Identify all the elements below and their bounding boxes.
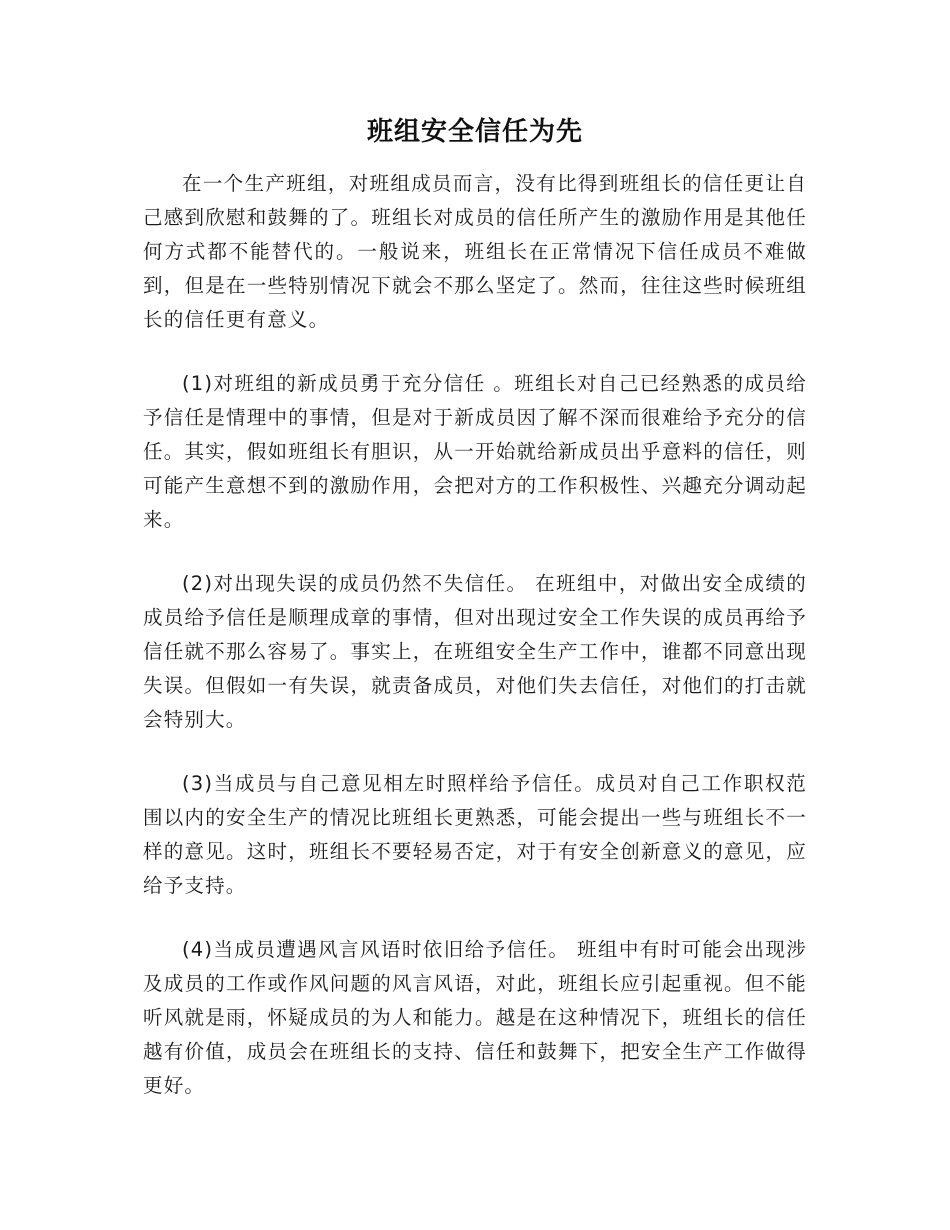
document-title: 班组安全信任为先 (366, 117, 583, 147)
paragraph-intro: 在一个生产班组，对班组成员而言，没有比得到班组长的信任更让自己感到欣慰和鼓舞的了。班组长对成员的信任所产生的激励作用是其他任何方式都不能替代的。一般说来，班组长在正常情况下信任成员不难做到，但是在一些特别情况下就会不那么坚定了。然而，往往这些时候班组长的信任更有意义。 (143, 172, 807, 331)
paragraph-point-4: (4)当成员遭遇风言风语时依旧给予信任。 班组中有时可能会出现涉及成员的工作或作风问题的风言风语，对此，班组长应引起重视。但不能听风就是雨，怀疑成员的为人和能力。越是在这种情况下，班组长的信任越有价值，成员会在班组长的支持、信任和鼓舞下，把安全生产工作做得更好。 (143, 938, 807, 1097)
paragraph-point-3: (3)当成员与自己意见相左时照样给予信任。成员对自己工作职权范围以内的安全生产的情况比班组长更熟悉，可能会提出一些与班组长不一样的意见。这时，班组长不要轻易否定，对于有安全创新意义的意见，应给予支持。 (143, 772, 807, 897)
paragraph-point-2: (2)对出现失误的成员仍然不失信任。 在班组中，对做出安全成绩的成员给予信任是顺理成章的事情，但对出现过安全工作失误的成员再给予信任就不那么容易了。事实上，在班组安全生产工作中，谁都不同意出现失误。但假如一有失误，就责备成员，对他们失去信任，对他们的打击就会特别大。 (143, 572, 807, 731)
paragraph-point-1: (1)对班组的新成员勇于充分信任 。班组长对自己已经熟悉的成员给予信任是情理中的事情，但是对于新成员因了解不深而很难给予充分的信任。其实，假如班组长有胆识，从一开始就给新成员出乎意料的信任，则可能产生意想不到的激励作用，会把对方的工作积极性、兴趣充分调动起来。 (143, 372, 807, 531)
document-body (143, 167, 807, 1133)
